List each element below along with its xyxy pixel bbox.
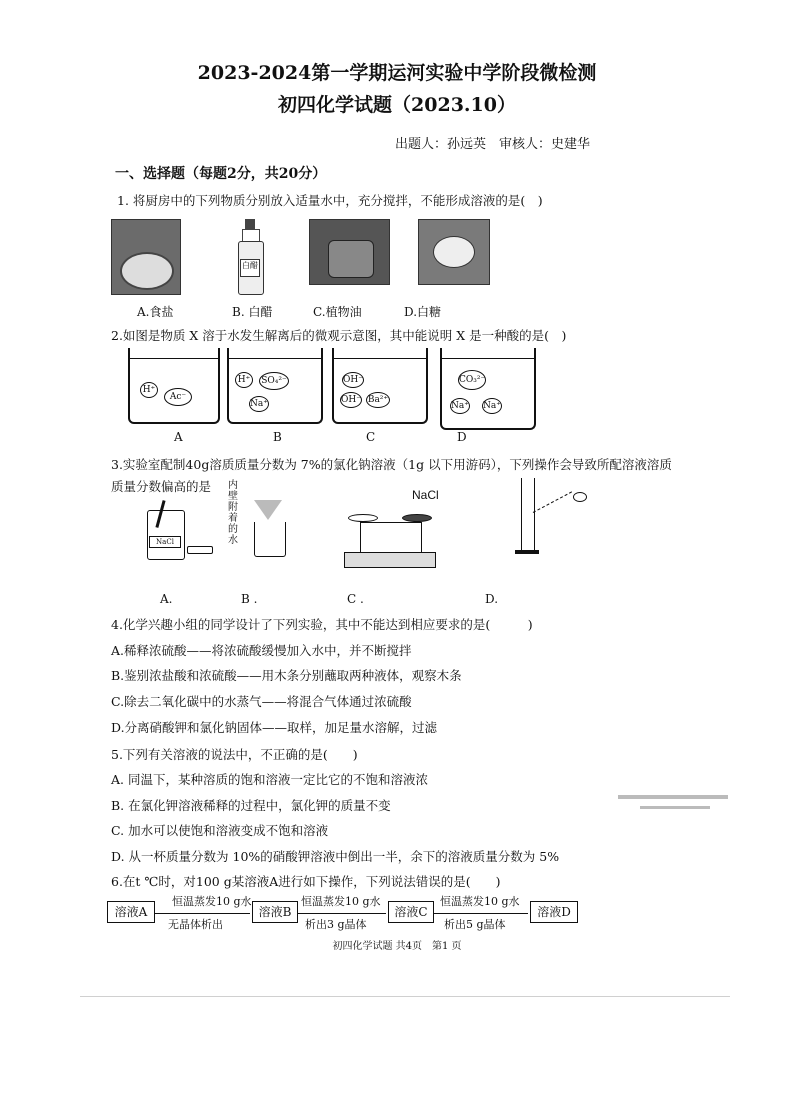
q5-option-b: B. 在氯化钾溶液稀释的过程中，氯化钾的质量不变 [111, 798, 391, 813]
q6-stem: 6.在t ℃时，对100 g某溶液A进行如下操作，下列说法错误的是( ) [111, 874, 501, 889]
authors-line: 出题人：孙远英 审核人：史建华 [395, 137, 591, 152]
q2-option-b: B [273, 430, 282, 444]
step3-bottom: 析出5 g晶体 [444, 918, 506, 931]
q3-option-b: B . [241, 592, 258, 606]
step2-bottom: 析出3 g晶体 [305, 918, 367, 931]
ion-co3: CO₃²⁻ [458, 370, 486, 390]
scan-noise [80, 996, 730, 997]
vinegar-label: 白醋 [240, 259, 260, 277]
q3-option-c: C . [347, 592, 364, 606]
balance-nacl-label: NaCl [412, 488, 439, 502]
page-footer: 初四化学试题 共4页 第1 页 [332, 941, 462, 952]
option-b-beaker-image [248, 500, 296, 558]
ion-so4: SO₄²⁻ [259, 372, 289, 390]
beaker-a [128, 348, 220, 424]
ion-ac: Ac⁻ [164, 388, 192, 406]
q4-option-b: B.鉴别浓盐酸和浓硫酸——用木条分别蘸取两种液体，观察木条 [111, 668, 462, 683]
ion-oh: OH⁻ [342, 372, 364, 388]
q3-stem-line1: 3.实验室配制40g溶质质量分数为 7%的氯化钠溶液（1g 以下用游码），下列操作会导致所配溶液溶质 [111, 457, 672, 472]
ion-na: Na⁺ [482, 398, 502, 414]
salt-photo [111, 219, 181, 295]
exam-title: 2023-2024第一学期运河实验中学阶段微检测 [197, 62, 597, 84]
nacl-label: NaCl [149, 536, 181, 548]
beaker-c [332, 348, 428, 424]
section-heading: 一、选择题（每题2分，共20分） [115, 166, 327, 182]
step1-bottom: 无晶体析出 [168, 918, 223, 931]
q4-stem: 4.化学兴趣小组的同学设计了下列实验，其中不能达到相应要求的是( ) [111, 617, 533, 632]
ion-ba: Ba²⁺ [366, 392, 390, 408]
step1-top: 恒温蒸发10 g水 [172, 895, 252, 908]
q4-option-a: A.稀释浓硫酸——将浓硫酸缓慢加入水中，并不断搅拌 [111, 643, 412, 658]
q3-option-a: A. [160, 592, 173, 606]
beaker-note: 内壁附着的水 [228, 480, 238, 546]
step3-top: 恒温蒸发10 g水 [440, 895, 520, 908]
beaker-d [440, 348, 536, 430]
option-a-jar-image [141, 500, 211, 562]
step3-arrow [434, 913, 528, 914]
q1-option-b: B. 白醋 [232, 305, 273, 319]
q5-option-c: C. 加水可以使饱和溶液变成不饱和溶液 [111, 823, 329, 838]
q1-option-d: D.白糖 [404, 305, 442, 319]
beaker-b [227, 348, 323, 424]
ion-h: H⁺ [140, 382, 158, 398]
q3-option-d: D. [485, 592, 499, 606]
q4-option-c: C.除去二氧化碳中的水蒸气——将混合气体通过浓硫酸 [111, 694, 412, 709]
q1-option-a: A.食盐 [137, 305, 174, 319]
vinegar-bottle-image [236, 219, 264, 295]
oil-photo [309, 219, 390, 285]
scan-noise [640, 806, 710, 809]
sugar-photo [418, 219, 490, 285]
option-d-cylinder-image [513, 478, 593, 558]
ion-oh: OH⁻ [340, 392, 362, 408]
flow-box-b: 溶液B [252, 901, 298, 923]
q5-stem: 5.下列有关溶液的说法中，不正确的是( ) [111, 747, 358, 762]
q2-option-d: D [457, 430, 467, 444]
ion-h: H⁺ [235, 372, 253, 388]
q5-option-a: A. 同温下，某种溶质的饱和溶液一定比它的不饱和溶液浓 [111, 772, 428, 787]
q3-stem-line2: 质量分数偏高的是 [111, 479, 212, 494]
q1-option-c: C.植物油 [313, 305, 362, 319]
ion-na: Na⁺ [450, 398, 470, 414]
flow-box-c: 溶液C [388, 901, 434, 923]
exam-subtitle: 初四化学试题（2023.10） [278, 94, 516, 116]
q2-option-c: C [366, 430, 376, 444]
q1-stem: 1. 将厨房中的下列物质分别放入适量水中，充分搅拌，不能形成溶液的是( ) [117, 193, 543, 208]
q2-option-a: A [174, 430, 183, 444]
scan-noise [618, 795, 728, 799]
flow-box-a: 溶液A [107, 901, 155, 923]
flow-box-d: 溶液D [530, 901, 578, 923]
step2-arrow [298, 913, 386, 914]
q2-stem: 2.如图是物质 X 溶于水发生解离后的微观示意图，其中能说明 X 是一种酸的是( ) [111, 328, 567, 343]
q5-option-d: D. 从一杯质量分数为 10%的硝酸钾溶液中倒出一半，余下的溶液质量分数为 5% [111, 849, 560, 864]
step2-top: 恒温蒸发10 g水 [301, 895, 381, 908]
ion-na: Na⁺ [249, 396, 269, 412]
q4-option-d: D.分离硝酸钾和氯化钠固体——取样，加足量水溶解，过滤 [111, 720, 438, 735]
option-c-balance-image [340, 488, 438, 574]
step1-arrow [155, 913, 250, 914]
